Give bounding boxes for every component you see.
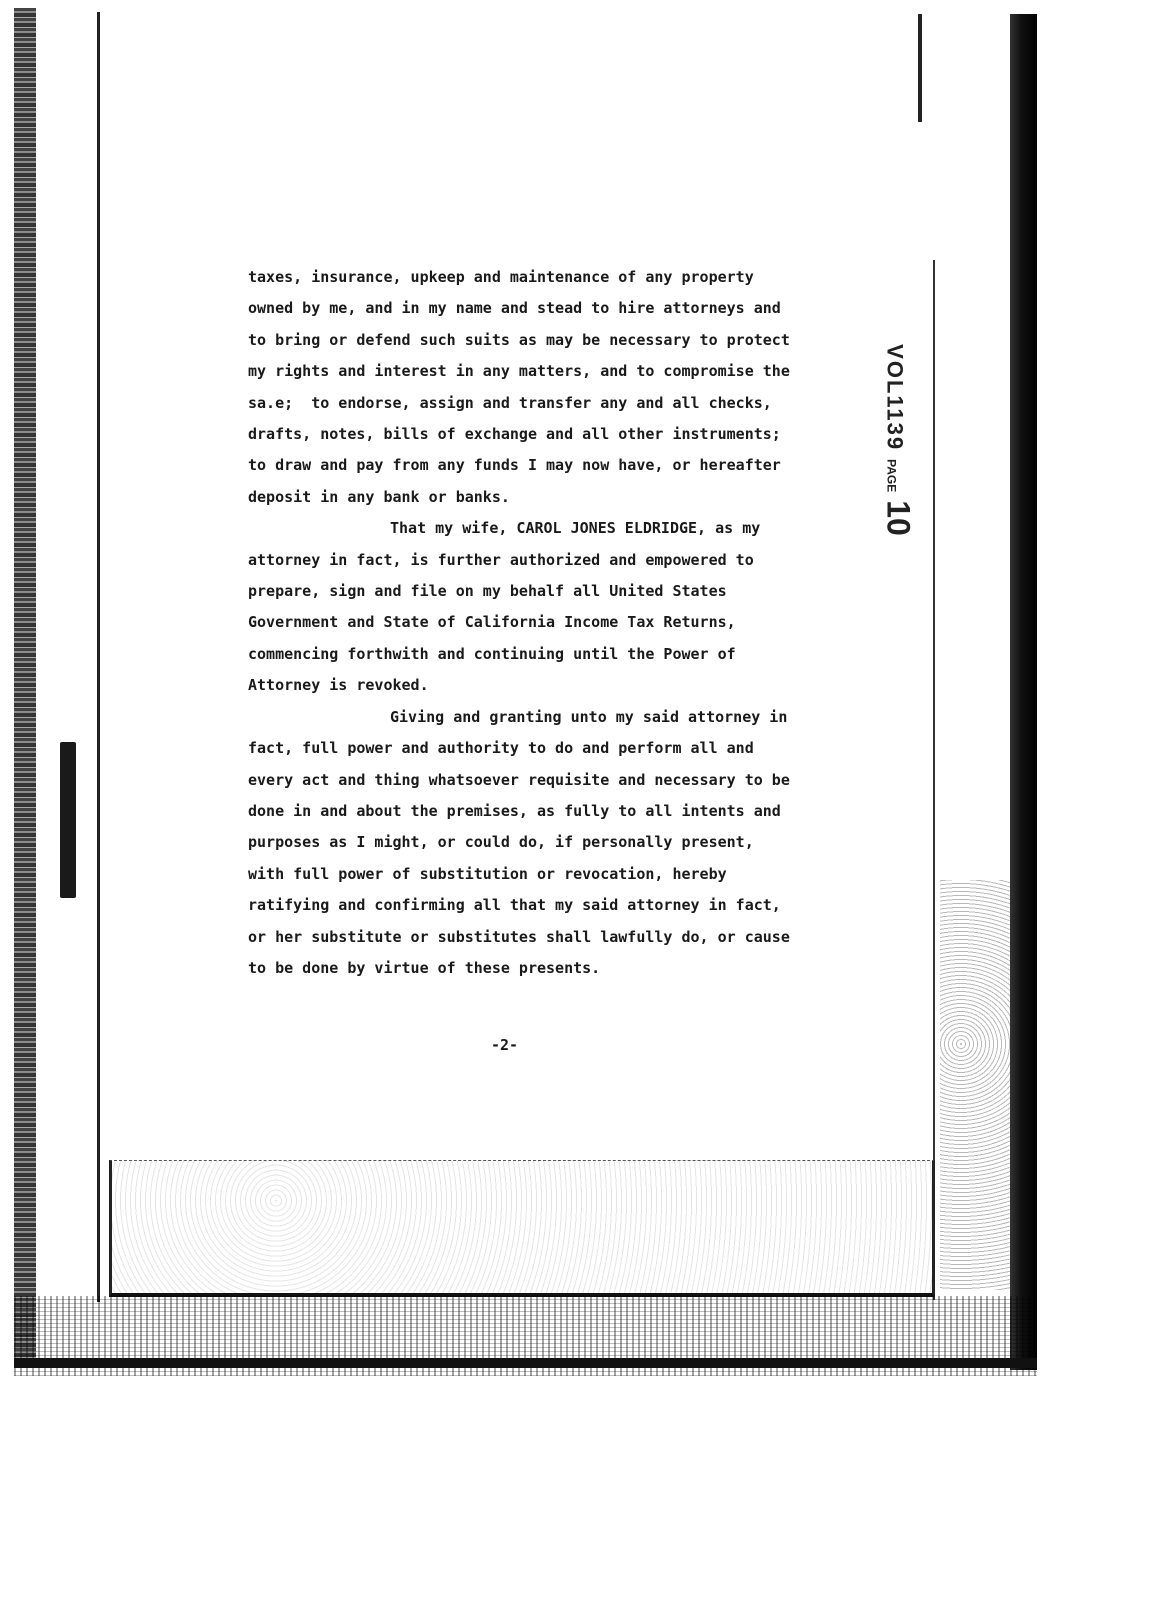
text-line: deposit in any bank or banks. — [248, 487, 510, 506]
text-line: every act and thing whatsoever requisite and necessary to be — [248, 770, 790, 789]
text-line: drafts, notes, bills of exchange and all other instruments; — [248, 425, 781, 444]
text-line: purposes as I might, or could do, if personally present, — [248, 833, 754, 852]
text-line: ratifying and confirming all that my said attorney in fact, — [248, 896, 781, 915]
recording-stamp — [880, 344, 917, 536]
text-line: prepare, sign and file on my behalf all United States — [248, 582, 727, 601]
text-line: fact, full power and authority to do and perform all and — [248, 739, 754, 758]
document-body — [248, 262, 848, 984]
text-line: Attorney is revoked. — [248, 676, 429, 695]
scan-bottom-edge — [14, 1358, 1037, 1368]
text-line: to draw and pay from any funds I may now have, or hereafter — [248, 456, 781, 475]
stamp-page-number: 10 — [880, 500, 917, 536]
text-line: done in and about the premises, as fully to all intents and — [248, 801, 781, 820]
scan-noise-right — [940, 880, 1010, 1290]
text-line: to be done by virtue of these presents. — [248, 958, 601, 977]
page-number: -2- — [491, 1036, 519, 1054]
text-line: sa.e; to endorse, assign and transfer any and all checks, — [248, 393, 772, 412]
stamp-volume: VOL1139 — [882, 344, 908, 452]
text-line: my rights and interest in any matters, and to compromise the — [248, 362, 790, 381]
right-page-rule — [933, 260, 935, 1300]
scan-left-edge — [14, 8, 36, 1368]
text-line: commencing forthwith and continuing until the Power of — [248, 644, 736, 663]
stamp-page-label: PAGE — [884, 459, 899, 493]
text-line: owned by me, and in my name and stead to hire attorneys and — [248, 299, 781, 318]
text-line: taxes, insurance, upkeep and maintenance of any property — [248, 268, 754, 286]
right-margin-rule — [918, 14, 922, 122]
text-line: or her substitute or substitutes shall lawfully do, or cause — [248, 927, 790, 946]
paragraph-start-line: Giving and granting unto my said attorney in — [390, 707, 788, 726]
scan-right-edge — [1010, 14, 1037, 1370]
text-line: with full power of substitution or revocation, hereby — [248, 864, 727, 883]
binder-tab-mark — [60, 742, 76, 898]
paragraph-start-line: That my wife, CAROL JONES ELDRIDGE, as my — [390, 519, 761, 538]
text-line: attorney in fact, is further authorized and empowered to — [248, 550, 754, 569]
text-line: Government and State of California Income Tax Returns, — [248, 613, 736, 632]
text-line: to bring or defend such suits as may be necessary to protect — [248, 330, 790, 349]
left-margin-rule — [97, 12, 100, 1302]
page-bottom-frame — [109, 1160, 935, 1297]
